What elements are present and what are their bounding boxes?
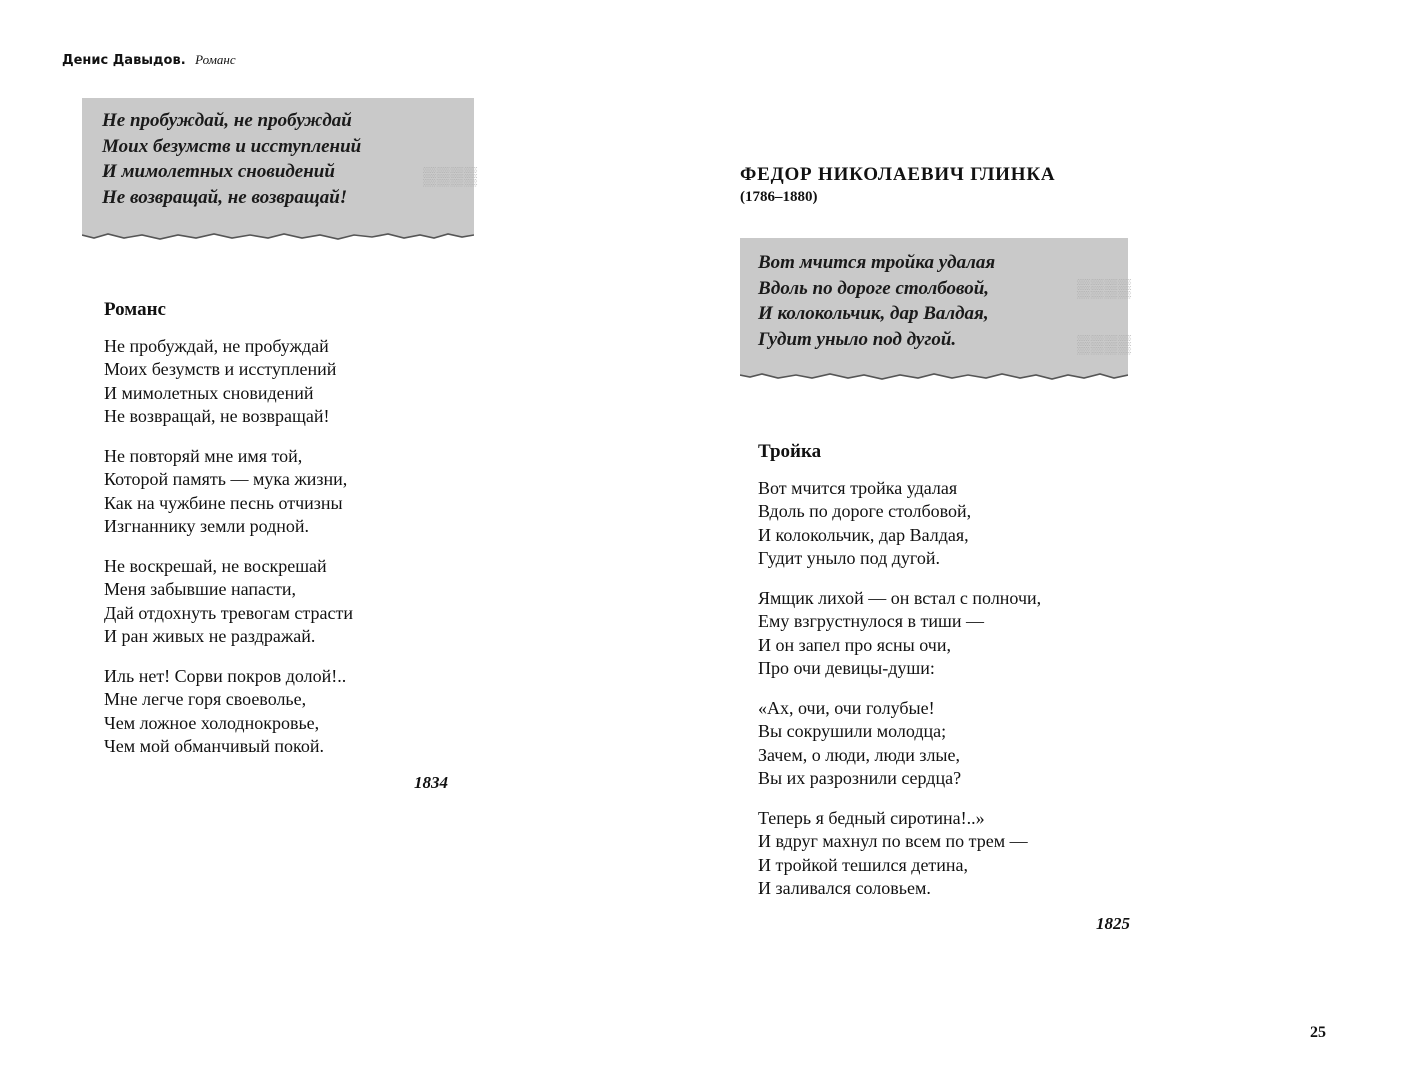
- epigraph-line: Не пробуждай, не пробуждай: [102, 110, 352, 131]
- epigraph-line: Моих безумств и исступлений: [102, 135, 362, 157]
- poem-line: Вы их разрознили сердца?: [758, 767, 962, 788]
- poet-dates: (1786–1880): [740, 189, 818, 205]
- poem-line: Чем мой обманчивый покой.: [104, 735, 324, 756]
- right-page: [700, 0, 1402, 1080]
- poem-line: Ему взгрустнулося в тиши —: [758, 611, 985, 632]
- torn-paper-edge: [82, 226, 474, 242]
- epigraph-line: Гудит уныло под дугой.: [758, 328, 957, 350]
- poem-line: Не возвращай, не возвращай!: [104, 405, 330, 426]
- poem-line: Вы сокрушили молодца;: [758, 721, 947, 742]
- poem-line: И тройкой тешился детина,: [758, 854, 969, 875]
- epigraph-block: [740, 238, 1132, 370]
- poem-line: Как на чужбине песнь отчизны: [104, 492, 343, 513]
- torn-paper-edge: [740, 366, 1128, 382]
- poem-stanza: [104, 555, 353, 648]
- epigraph-line: И мимолетных сновидений: [102, 161, 335, 182]
- ghost-print-mark: ▒▒▒▒: [1076, 278, 1132, 298]
- poem-stanza: [758, 587, 1041, 680]
- poem-line: Дай отдохнуть тревогам страсти: [104, 602, 353, 623]
- poem-line: Которой память — мука жизни,: [104, 469, 348, 490]
- poem-line: Мне легче горя своеволье,: [104, 689, 307, 710]
- poem-line: Изгнаннику земли родной.: [104, 515, 310, 536]
- ghost-print-mark: ▒▒▒▒: [422, 166, 478, 186]
- page-number: 25: [1310, 1024, 1326, 1041]
- poem-line: Не повторяй мне имя той,: [104, 446, 303, 466]
- poem-line: Моих безумств и исступлений: [104, 359, 337, 380]
- epigraph-line: Не возвращай, не возвращай!: [102, 186, 348, 208]
- poem-line: Ямщик лихой — он встал с полночи,: [758, 588, 1042, 608]
- poem-stanza: [104, 445, 347, 538]
- poet-name: ФЕДОР НИКОЛАЕВИЧ ГЛИНКА: [740, 164, 1056, 185]
- poem-year: 1825: [1096, 914, 1130, 933]
- poem-line: И вдруг махнул по всем по трем —: [758, 831, 1028, 852]
- poem-line: И заливался соловьем.: [758, 877, 931, 898]
- poem-line: Вот мчится тройка удалая: [758, 478, 958, 498]
- poem-line: И мимолетных сновидений: [104, 382, 314, 403]
- poem-line: Не пробуждай, не пробуждай: [104, 336, 329, 356]
- poem-line: И колокольчик, дар Валдая,: [758, 524, 969, 545]
- poem-line: Теперь я бедный сиротина!..»: [758, 808, 985, 828]
- epigraph-line: Вот мчится тройка удалая: [758, 252, 996, 273]
- poem-stanza: [104, 665, 346, 758]
- poem-year: 1834: [414, 773, 448, 792]
- poem-line: И он запел про ясны очи,: [758, 634, 951, 655]
- poem-title: Тройка: [758, 441, 822, 462]
- running-header-author: Денис Давыдов.: [62, 53, 186, 68]
- poem-line: Не воскрешай, не воскрешай: [104, 556, 327, 576]
- running-header-title: Романс: [195, 52, 236, 67]
- left-page: [0, 0, 700, 1080]
- poem-line: Зачем, о люди, люди злые,: [758, 744, 961, 765]
- running-header: [62, 52, 236, 69]
- poem-stanza: [758, 807, 1028, 900]
- poem-line: Иль нет! Сорви покров долой!..: [104, 666, 347, 686]
- epigraph-line: Вдоль по дороге столбовой,: [758, 277, 990, 299]
- poem-line: Гудит уныло под дугой.: [758, 547, 940, 568]
- poem-stanza: [758, 697, 961, 790]
- poem-stanza: [104, 335, 336, 428]
- ghost-print-mark: ▒▒▒▒: [1076, 334, 1132, 354]
- poem-line: Меня забывшие напасти,: [104, 579, 296, 600]
- epigraph-block: [82, 98, 478, 230]
- epigraph-line: И колокольчик, дар Валдая,: [758, 303, 989, 324]
- poem-line: Вдоль по дороге столбовой,: [758, 501, 972, 522]
- poem-stanza: [758, 477, 971, 570]
- poem-line: И ран живых не раздражай.: [104, 625, 316, 646]
- poem-line: «Ах, очи, очи голубые!: [758, 698, 935, 718]
- poem-line: Чем ложное холоднокровье,: [104, 712, 320, 733]
- poem-title: Романс: [104, 299, 166, 320]
- poem-line: Про очи девицы-души:: [758, 657, 935, 678]
